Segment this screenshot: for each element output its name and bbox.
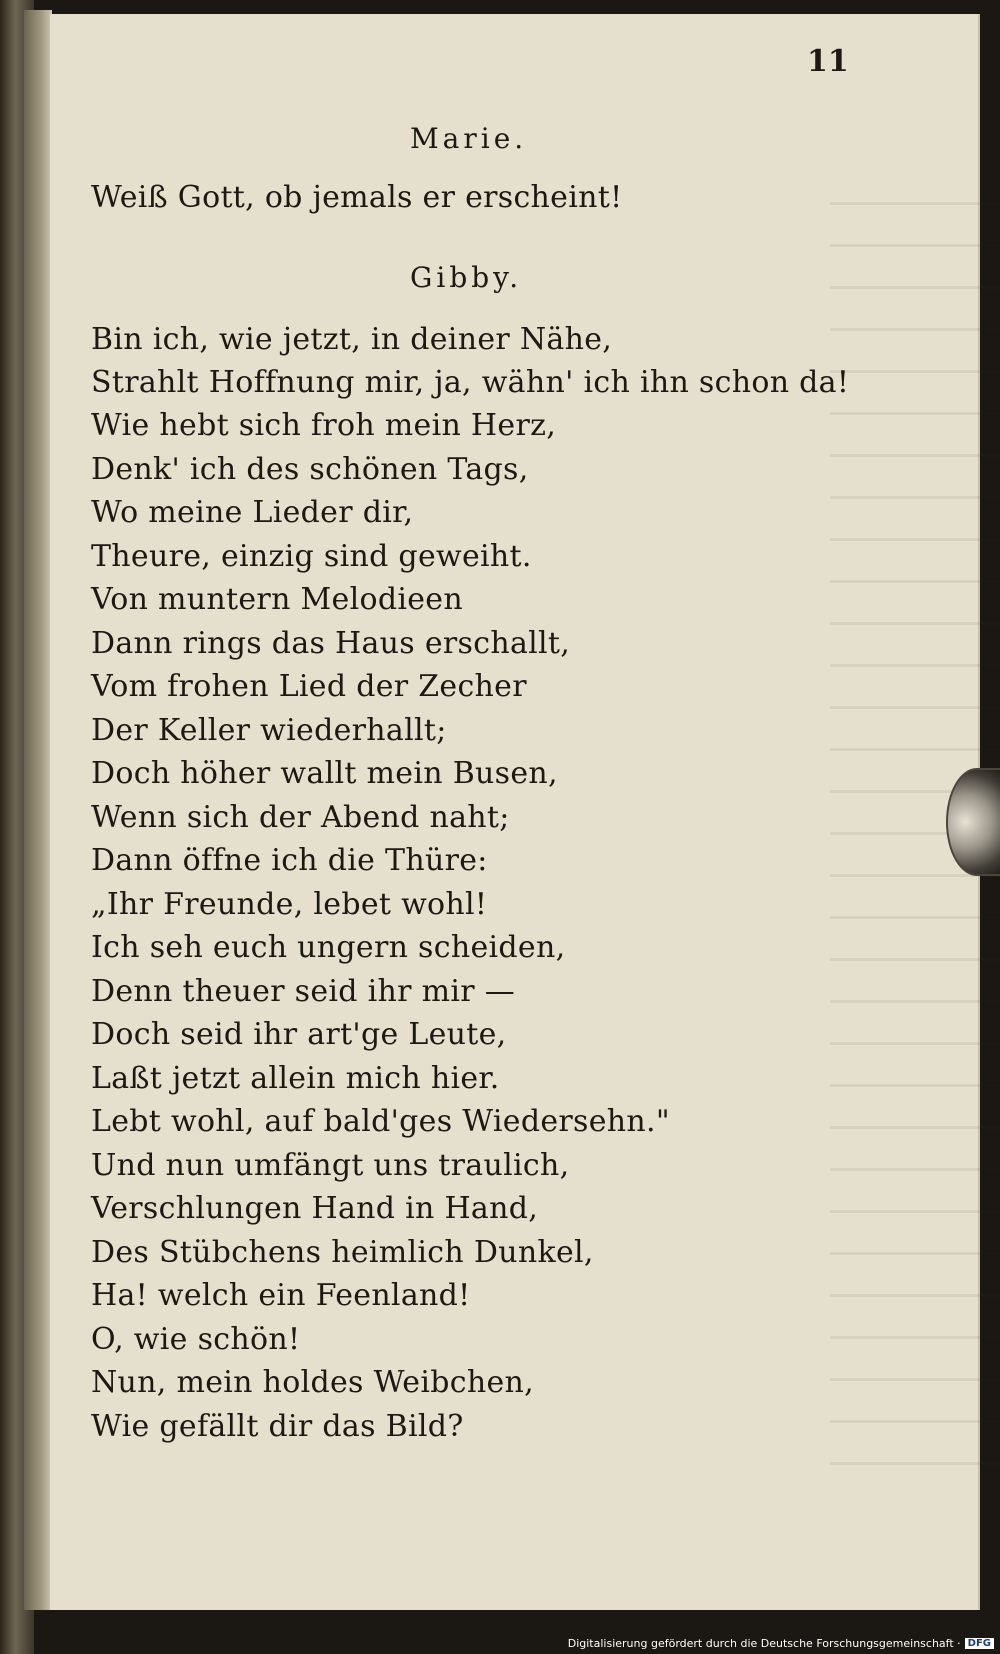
verse-line: Wie gefällt dir das Bild? — [91, 1409, 464, 1444]
verse-line: Und nun umfängt uns traulich, — [91, 1148, 570, 1183]
verse-line: Doch seid ihr art'ge Leute, — [91, 1017, 507, 1052]
page-number: 11 — [807, 44, 849, 79]
verse-line: Doch höher wallt mein Busen, — [91, 756, 558, 791]
verse-line: Nun, mein holdes Weibchen, — [91, 1365, 534, 1400]
verse-line: Denn theuer seid ihr mir — — [91, 974, 516, 1009]
verse-line: „Ihr Freunde, lebet wohl! — [91, 887, 488, 922]
marie-verse-line: Weiß Gott, ob jemals er erscheint! — [91, 180, 623, 215]
verse-line: Ha! welch ein Feenland! — [91, 1278, 471, 1313]
verse-line: Ich seh euch ungern scheiden, — [91, 930, 566, 965]
verse-line: Lebt wohl, auf bald'ges Wiedersehn." — [91, 1104, 670, 1139]
verse-line: Von muntern Melodieen — [91, 582, 463, 617]
speaker-marie: Marie. — [410, 122, 528, 155]
verse-line: Der Keller wiederhallt; — [91, 713, 447, 748]
verse-line: O, wie schön! — [91, 1322, 301, 1357]
verse-line: Wenn sich der Abend naht; — [91, 800, 510, 835]
page-clip — [946, 768, 1000, 876]
credit-text: Digitalisierung gefördert durch die Deutsche Forschungsgemeinschaft · — [567, 1637, 961, 1650]
verse-line: Dann rings das Haus erschallt, — [91, 626, 571, 661]
verse-line: Des Stübchens heimlich Dunkel, — [91, 1235, 594, 1270]
page-gutter — [24, 10, 52, 1610]
verse-line: Theure, einzig sind geweiht. — [91, 539, 532, 574]
verse-line: Verschlungen Hand in Hand, — [91, 1191, 539, 1226]
verse-line: Denk' ich des schönen Tags, — [91, 452, 529, 487]
verse-line: Wie hebt sich froh mein Herz, — [91, 408, 557, 443]
verse-line: Dann öffne ich die Thüre: — [91, 843, 488, 878]
verse-line: Wo meine Lieder dir, — [91, 495, 414, 530]
verse-line: Strahlt Hoffnung mir, ja, wähn' ich ihn schon da! — [91, 365, 850, 400]
verse-line: Laßt jetzt allein mich hier. — [91, 1061, 500, 1096]
verse-line: Bin ich, wie jetzt, in deiner Nähe, — [91, 322, 613, 357]
verse-line: Vom frohen Lied der Zecher — [91, 669, 527, 704]
dfg-logo-icon: DFG — [965, 1638, 994, 1649]
speaker-gibby: Gibby. — [410, 261, 523, 294]
digitization-credit — [568, 1637, 994, 1650]
